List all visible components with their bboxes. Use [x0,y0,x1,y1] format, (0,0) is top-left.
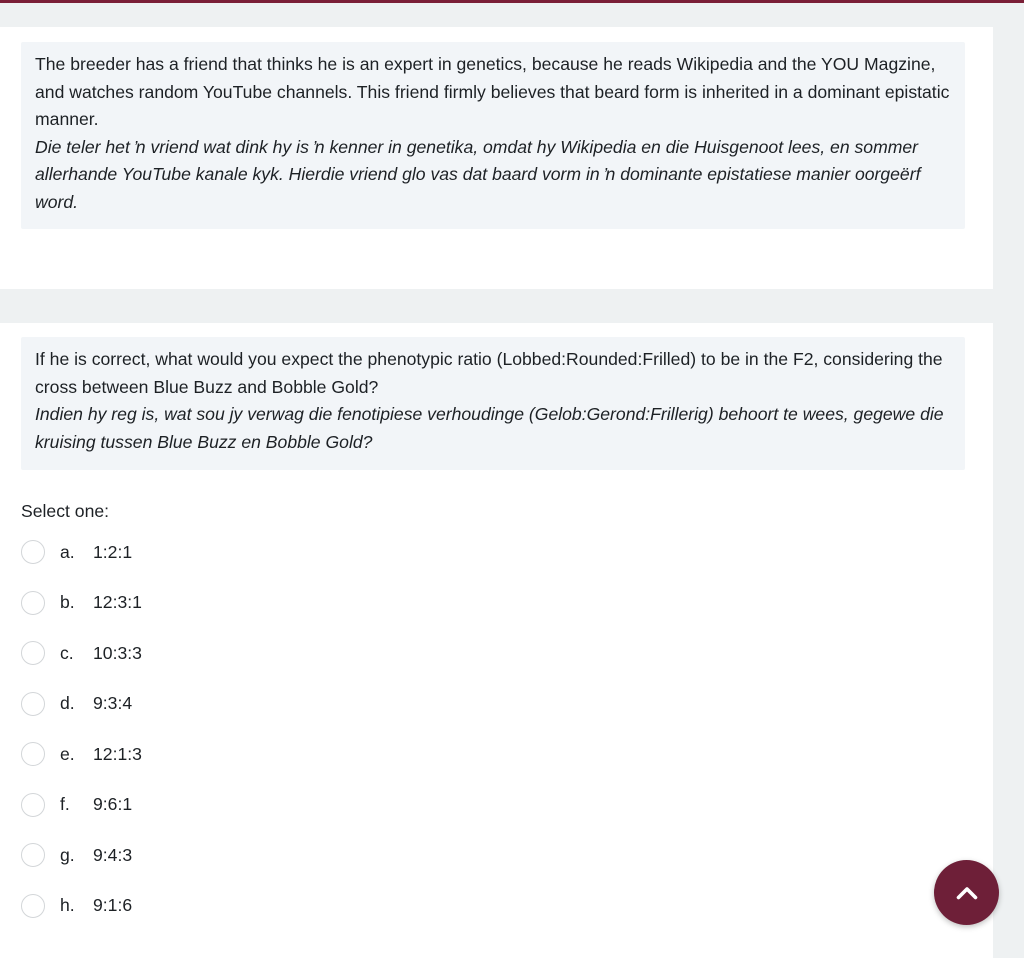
option-text: 12:3:1 [93,592,142,613]
option-text: 9:6:1 [93,794,133,815]
option-text: 9:1:6 [93,895,133,916]
answer-option-a[interactable] [21,527,621,578]
answer-option-c[interactable] [21,628,621,679]
radio-button-c[interactable] [21,641,45,665]
option-letter: e. [60,743,75,764]
select-one-label: Select one: [21,501,110,521]
answer-option-e[interactable] [21,729,621,780]
info-card [0,27,993,289]
answer-options [21,527,621,931]
option-text: 9:4:3 [93,844,133,865]
answer-option-f[interactable] [21,780,621,831]
option-letter: b. [60,592,75,613]
option-text: 12:1:3 [93,743,142,764]
option-letter: c. [60,642,74,663]
radio-button-e[interactable] [21,742,45,766]
radio-button-a[interactable] [21,540,45,564]
answer-option-d[interactable] [21,679,621,730]
option-text: 1:2:1 [93,541,133,562]
info-text-afrikaans: Die teler het ŉ vriend wat dink hy is ŉ kenner in genetika, omdat hy Wikipedia en die Huisgenoot lees, en sommer allerhande YouTube kanale kyk. Hierdie vriend glo vas dat baard vorm in ŉ dominante epistatiese manier oorgeërf word. [35,136,921,212]
back-to-top-button[interactable] [934,860,999,925]
radio-button-d[interactable] [21,692,45,716]
option-letter: f. [60,794,70,815]
info-text-english: The breeder has a friend that thinks he is an expert in genetics, because he reads Wikipedia and the YOU Magzine, and watches random YouTube channels. This friend firmly believes that beard form is inherited in a dominant epistatic manner. [35,54,950,129]
answer-option-b[interactable] [21,578,621,629]
info-text-box [21,42,965,229]
option-text: 10:3:3 [93,642,142,663]
page-background [0,3,1024,958]
option-letter: h. [60,895,75,916]
radio-button-f[interactable] [21,793,45,817]
option-text: 9:3:4 [93,693,133,714]
option-letter: d. [60,693,75,714]
question-text-english: If he is correct, what would you expect the phenotypic ratio (Lobbed:Rounded:Frilled) to be in the F2, considering the cross between Blue Buzz and Bobble Gold? [35,349,943,397]
answer-option-h[interactable] [21,881,621,932]
radio-button-g[interactable] [21,843,45,867]
question-card [0,323,993,963]
radio-button-b[interactable] [21,591,45,615]
chevron-up-icon [955,881,979,905]
radio-button-h[interactable] [21,894,45,918]
answer-option-g[interactable] [21,830,621,881]
question-text-afrikaans: Indien hy reg is, wat sou jy verwag die fenotipiese verhoudinge (Gelob:Gerond:Frillerig) behoort te wees, gegewe die kruising tussen Blue Buzz en Bobble Gold? [35,404,944,452]
option-letter: a. [60,541,75,562]
question-text-box [21,337,965,470]
option-letter: g. [60,844,75,865]
